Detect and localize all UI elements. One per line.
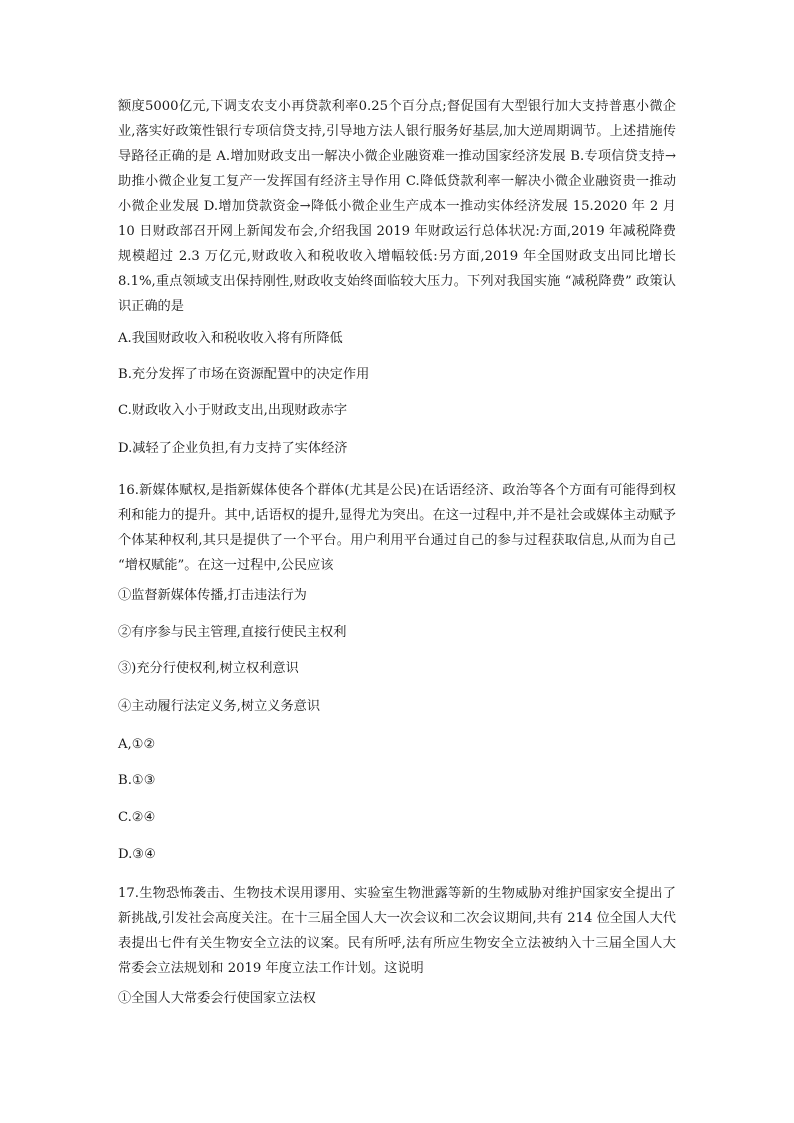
q16-option-b: B.①③ (118, 773, 156, 788)
q16-statement-4: ④主动履行法定义务,树立义务意识 (118, 699, 321, 714)
q16-option-d: D.③④ (118, 847, 156, 862)
q15-option-a: A.我国财政收入和税收收入将有所降低 (118, 331, 343, 346)
q16-stem: 16.新媒体赋权,是指新媒体使各个群体(尤其是公民)在话语经济、政治等各个方面有可能得到权利和能力的提升。其中,话语权的提升,显得尤为突出。在这一过程中,并不是社会或媒体主动赋予个体某种权利,其只是提供了一个平台。用户利用平台通过自己的参与过程获取信息,从而为自己 “增权赋能”。在这一过程中,公民应该 (118, 483, 676, 573)
q17-statement-1: ①全国人大常委会行使国家立法权 (118, 991, 316, 1006)
q16-statement-1: ①监督新媒体传播,打击违法行为 (118, 588, 307, 603)
q15-option-d: D.减轻了企业负担,有力支持了实体经济 (118, 441, 348, 456)
q14-continuation-and-q15-stem: 额度5000亿元,下调支农支小再贷款利率0.25个百分点;督促国有大型银行加大支持普惠小微企业,落实好政策性银行专项信贷支持,引导地方法人银行服务好基层,加大逆周期调节。上述措施传导路径正确的是 A.增加财政支出一解决小微企业融资难一推动国家经济发展 B.专项信贷支持→助推小微企业复工复产一发挥国有经济主导作用 C.降低贷款利率一解决小微企业融资贵一推动小微企业发展 D.增加贷款资金→降低小微企业生产成本一推动实体经济发展 15.2020 年 2 月 10 日财政部召开网上新闻发布会,介绍我国 2019 年财政运行总体状况:方面,2019 年减税降费规模超过 2.3 万亿元,财政收入和税收收入增幅较低:另方面,2019 年全国财政支出同比增长 8.1%,重点领域支出保持刚性,财政收支始终面临较大压力。下列对我国实施 “减税降费” 政策认识正确的是 (118, 99, 676, 314)
q15-option-b: B.充分发挥了市场在资源配置中的决定作用 (118, 367, 370, 382)
q15-option-c: C.财政收入小于财政支出,出现财政赤字 (118, 403, 348, 418)
q16-option-c: C.②④ (118, 810, 156, 825)
q17-stem: 17.生物恐怖袭击、生物技术误用谬用、实验室生物泄露等新的生物威胁对维护国家安全提出了新挑战,引发社会高度关注。在十三届全国人大一次会议和二次会议期间,共有 214 位全国人大代表提出七件有关生物安全立法的议案。民有所呼,法有所应生物安全立法被纳入十三届全国人大常委会立法规划和 2019 年度立法工作计划。这说明 (118, 886, 676, 976)
q16-statement-3: ③)充分行使权利,树立权利意识 (118, 661, 299, 676)
q16-statement-2: ②有序参与民主管理,直接行使民主权利 (118, 625, 347, 640)
q16-option-a: A,①② (118, 737, 156, 752)
